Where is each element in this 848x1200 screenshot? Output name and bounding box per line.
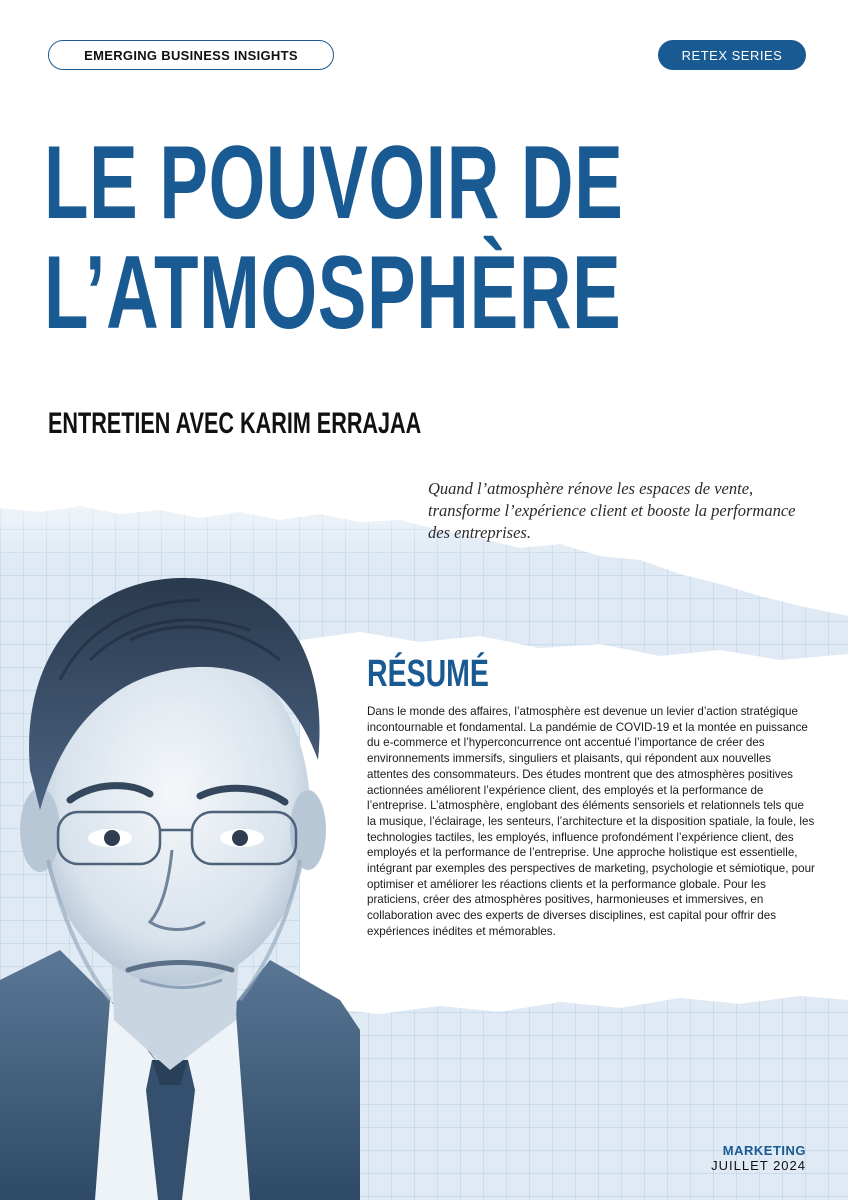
resume-heading: RÉSUMÉ <box>367 653 489 695</box>
pull-quote: Quand l’atmosphère rénove les espaces de vente, transforme l’expérience client et booste la performance des entreprises. <box>428 479 796 542</box>
article-title-line1: LE POUVOIR DE <box>44 125 624 241</box>
article-subtitle: ENTRETIEN AVEC KARIM ERRAJAA <box>48 407 422 440</box>
article-title-line2: L’ATMOSPHÈRE <box>44 235 622 351</box>
issue-date: JUILLET 2024 <box>711 1158 806 1173</box>
magazine-name: MARKETING <box>722 1143 806 1158</box>
series-tag: EMERGING BUSINESS INSIGHTS <box>48 40 334 70</box>
retex-series-tag: RETEX SERIES <box>658 40 806 70</box>
article-title <box>44 125 624 351</box>
portrait-illustration <box>0 560 360 1200</box>
resume-body: Dans le monde des affaires, l’atmosphère est devenue un levier d’action stratégique incontournable et fondamental. La pandémie de COVID-19 et la montée en puissance du e-commerce et l’hyperconcurrence ont accentué l’importance de créer des environnements immersifs, singuliers et plaisants, qui répondent aux nouvelles attentes des consommateurs. Des études montrent que des atmosphères positives actionnées améliorent l’expérience client, des employés et la performance de l’entreprise. L’atmosphère, englobant des éléments sensoriels et relationnels tels que la musique, l’éclairage, les senteurs, l’architecture et la disposition spatiale, la foule, les technologies tactiles, les employés, influence profondément l’expérience client, des employés et la performance de l’entreprise. Une approche holistique est essentielle, intégrant par exemples des perspectives de marketing, psychologie et sémiotique, pour optimiser et améliorer les réactions clients et la performance globale. Pour les praticiens, créer des atmosphères positives, harmonieuses et immersives, en collaboration avec des experts de diverses disciplines, est capital pour offrir des expériences inédites et mémorables. <box>367 705 815 938</box>
